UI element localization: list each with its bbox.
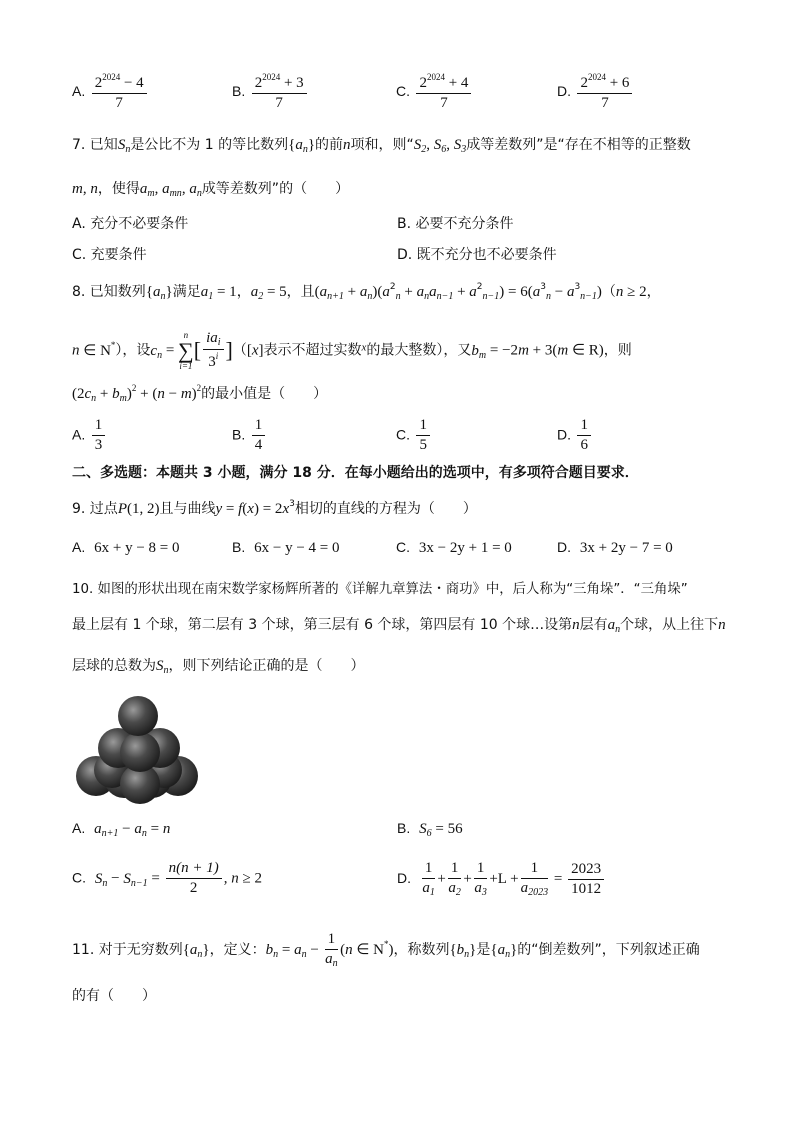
q8-line1: 8. 已知数列$\{a_n\}$满足$a_1 = 1$，$a_2 = 5$，且$(a_{n+1} + a_n)(a^2_n + a_na_{n-1} + a^2_{n-1}) = 6(a^3_n - a^3_{n-1})(n \ge 2$，	[72, 282, 661, 302]
sphere-ball	[118, 696, 158, 736]
option-b-fraction: $\frac{2^{2024} + 3}{7}$	[252, 72, 307, 112]
option-c-fraction: $\frac{2^{2024} + 4}{7}$	[416, 72, 471, 112]
q11-line2: 的有（ ）	[72, 988, 156, 1004]
q10-line1: 10. 如图的形状出现在南宋数学家杨辉所著的《详解九章算法・商功》中，后人称为“三角垛”．“三角垛”	[72, 582, 688, 597]
section-heading: 二、多选题：本题共 3 小题，满分 18 分．在每小题给出的选项中，有多项符合题目要求．	[72, 465, 639, 481]
q7-option-d: D. 既不充分也不必要条件	[397, 247, 557, 263]
q6-option-a: A. $\frac{2^{2024} - 4}{7}$	[72, 72, 149, 112]
sphere-ball	[120, 732, 160, 772]
q7-line2: m, n，使得$a_m$, $a_{mn}$, $a_n$成等差数列”的（ ）	[72, 181, 350, 199]
q9-option-a: A. 6x + y − 8 = 0	[72, 539, 180, 556]
q8-line3: $(2c_n + b_m)^2 + (n - m)^2$的最小值是（ ）	[72, 383, 328, 404]
q9-line: 9. 过点P(1, 2)且与曲线$y = f(x) = 2x^3$相切的直线的方程为（ ）	[72, 499, 477, 517]
q7-option-b: B. 必要不充分条件	[397, 216, 514, 232]
q7-line1: 7. 已知$S_n$是公比不为 1 的等比数列$\{a_n\}$的前n项和，则“$S_2$, $S_6$, $S_3$成等差数列”是“存在不相等的正整数	[72, 137, 691, 155]
q7-option-a: A. 充分不必要条件	[72, 216, 189, 232]
sphere-pyramid-figure	[74, 690, 204, 806]
q8-option-a: A. $\frac{1}{3}$	[72, 417, 107, 454]
q6-option-c: C. $\frac{2^{2024} + 4}{7}$	[396, 72, 473, 112]
q10-option-b: B. $S_6 = 56$	[397, 820, 463, 839]
q8-option-b: B. $\frac{1}{4}$	[232, 417, 267, 454]
q9-option-b: B. 6x − y − 4 = 0	[232, 539, 340, 556]
q9-option-d: D. 3x + 2y − 7 = 0	[557, 539, 673, 556]
q7-option-c: C. 充要条件	[72, 247, 147, 263]
q6-option-b: B. $\frac{2^{2024} + 3}{7}$	[232, 72, 309, 112]
q10-option-d: D. $\frac{1}{a_1}$ + $\frac{1}{a_2}$ + $\frac{1}{a_3}$ +L + $\frac{1}{a_{2023}}$ = $\frac{2023}{1012}$	[397, 860, 606, 898]
q8-option-d: D. $\frac{1}{6}$	[557, 417, 593, 454]
option-a-fraction: $\frac{2^{2024} - 4}{7}$	[92, 72, 147, 112]
q10-option-a: A. $a_{n+1} - a_n = n$	[72, 820, 171, 839]
option-d-fraction: $\frac{2^{2024} + 6}{7}$	[577, 72, 632, 112]
q6-option-d: D. $\frac{2^{2024} + 6}{7}$	[557, 72, 634, 112]
q8-option-c: C. $\frac{1}{5}$	[396, 417, 432, 454]
q10-line3: 层球的总数为$S_n$，则下列结论正确的是（ ）	[72, 658, 365, 676]
q11-line1: 11. 对于无穷数列$\{a_n\}$，定义：$b_n = a_n$ − $\frac{1}{a_n}$ (n ∈ N*)，称数列$\{b_n\}$是$\{a_n\}$的“倒差数列”，下列叙述正确	[72, 931, 700, 969]
q8-line2: n ∈ N*），设$c_n$ = n ∑ i=1 [ $\frac{ia_i}{3^i}$ ]（[x]表示不超过实数$^x$的最大整数），又$b_m = -2m + 3(m$ ∈ R)，则	[72, 329, 632, 371]
q10-line2: 最上层有 1 个球，第二层有 3 个球，第三层有 6 个球，第四层有 10 个球…设第n层有$a_n$个球，从上往下n	[72, 617, 726, 635]
q10-option-c: C. $S_n - S_{n-1}$ = $\frac{n(n + 1)}{2}$ , n ≥ 2	[72, 860, 262, 896]
q9-option-c: C. 3x − 2y + 1 = 0	[396, 539, 512, 556]
